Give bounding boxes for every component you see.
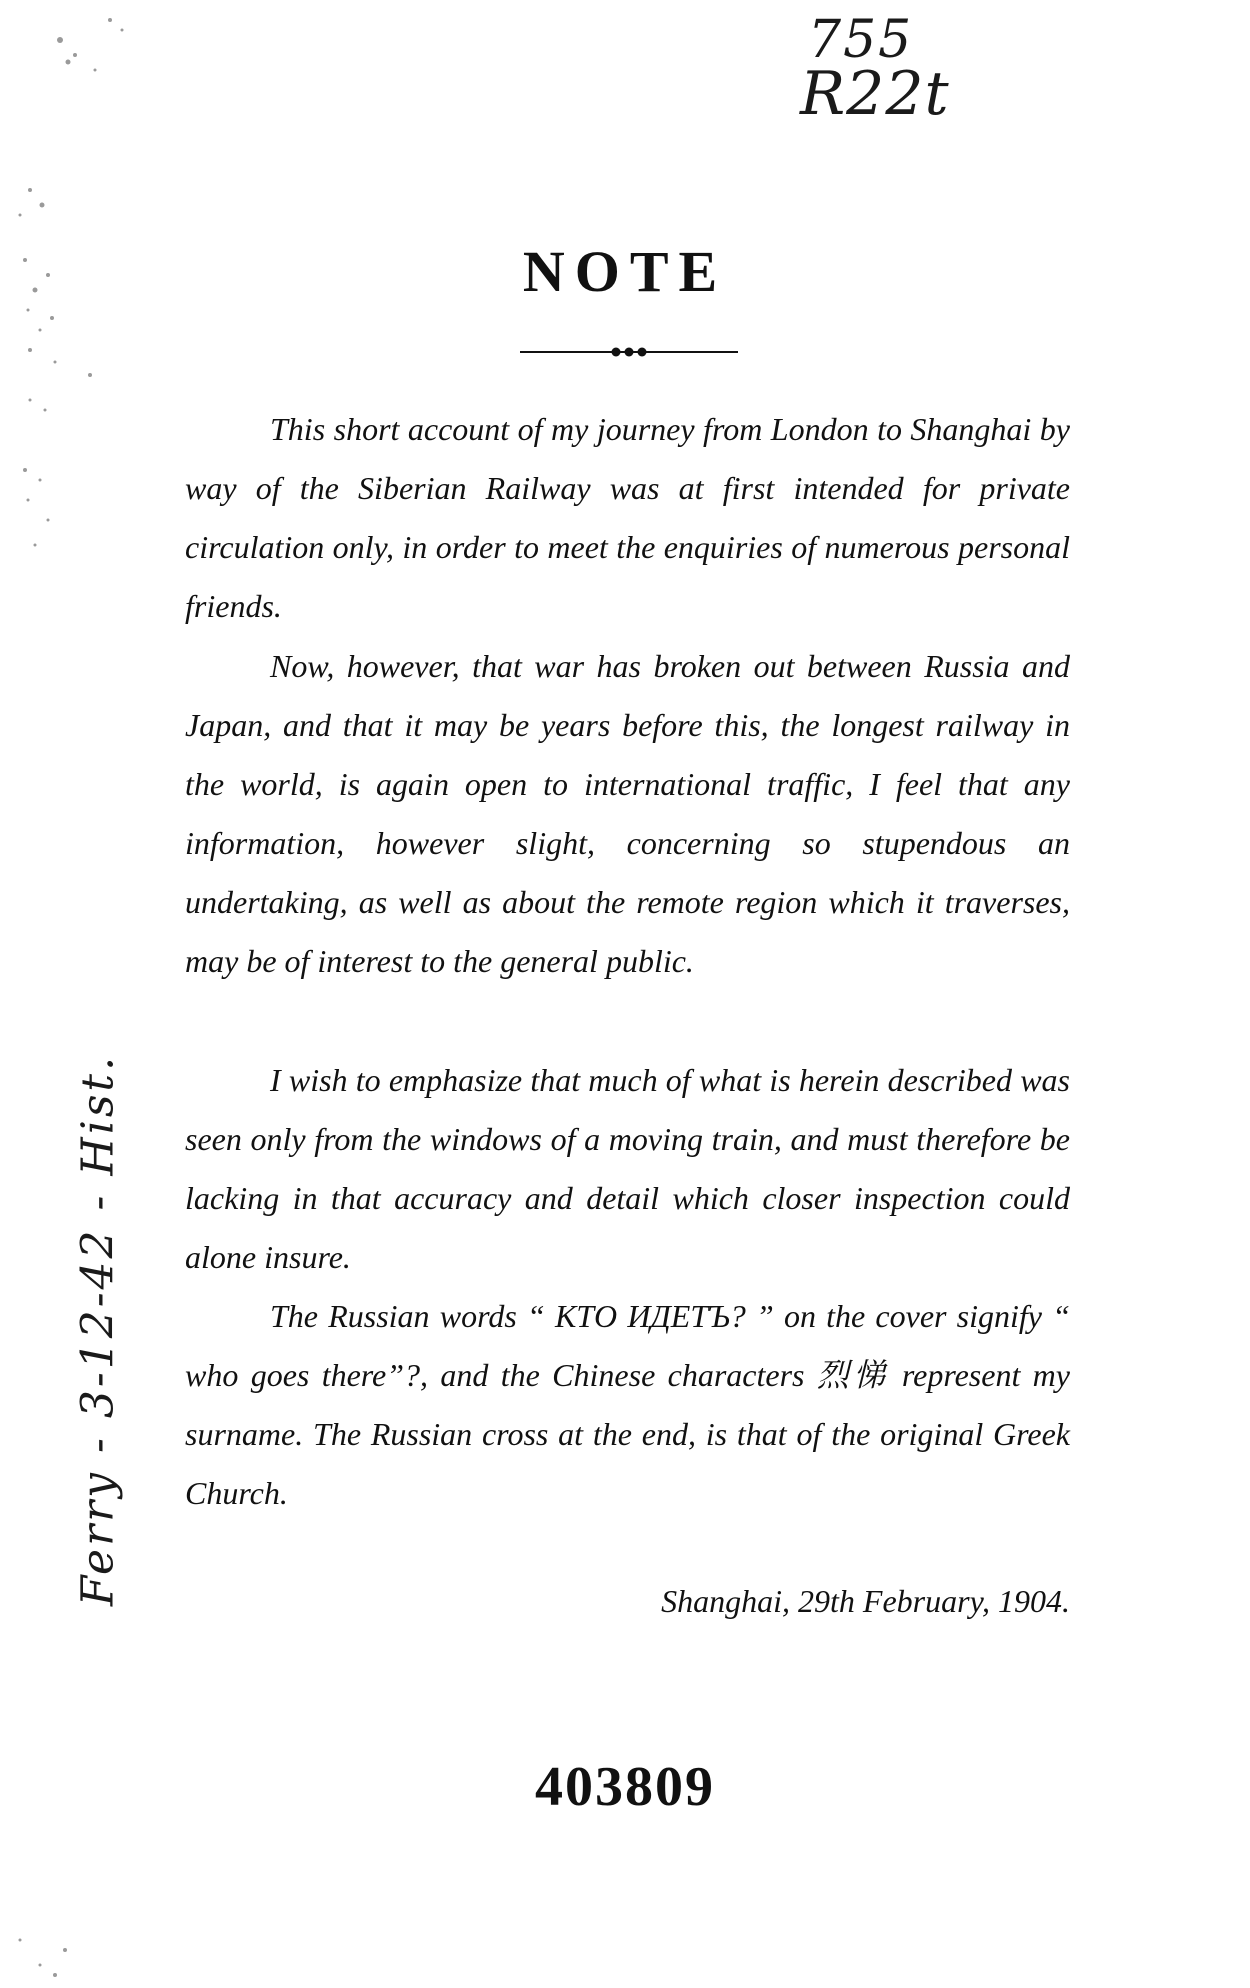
place-and-date: Shanghai, 29th February, 1904.	[661, 1583, 1070, 1619]
accession-stamp: 403809	[535, 1756, 715, 1818]
paragraph-war-context: Now, however, that war has broken out between Russia and Japan, and that it may be years before this, the longest railway in the world, is again open to international traffic, I feel that any information, however slight, concerning so stupendous an undertaking, as well as about the remote region which it traverses, may be of interest to the general public.	[185, 648, 1070, 979]
page-title: NOTE	[522, 239, 728, 304]
catalog-number: 755	[808, 10, 914, 70]
shelf-mark: R22t	[800, 59, 950, 129]
paragraph-disclaimer: I wish to emphasize that much of what is herein described was seen only from the windows of a moving train, and must therefore be lacking in that accuracy and detail which closer inspection could alone insure.	[185, 1062, 1070, 1275]
paragraph-purpose: This short account of my journey from London to Shanghai by way of the Siberian Railway was at first intended for private circulation only, in order to meet the enquiries of numerous personal friends.	[185, 411, 1070, 624]
handwritten-margin-note: Ferry - 3-12-42 - Hist.	[72, 1053, 124, 1607]
handwritten-catalog-annotation	[800, 10, 1040, 129]
paragraph-cover-explanation: The Russian words “ КТО ИДЕТЪ? ” on the cover signify “ who goes there”?, and the Chinese characters 烈悌 represent my surname. The Russian cross at the end, is that of the original Greek Church.	[185, 1298, 1070, 1511]
ornamental-rule	[520, 345, 738, 359]
